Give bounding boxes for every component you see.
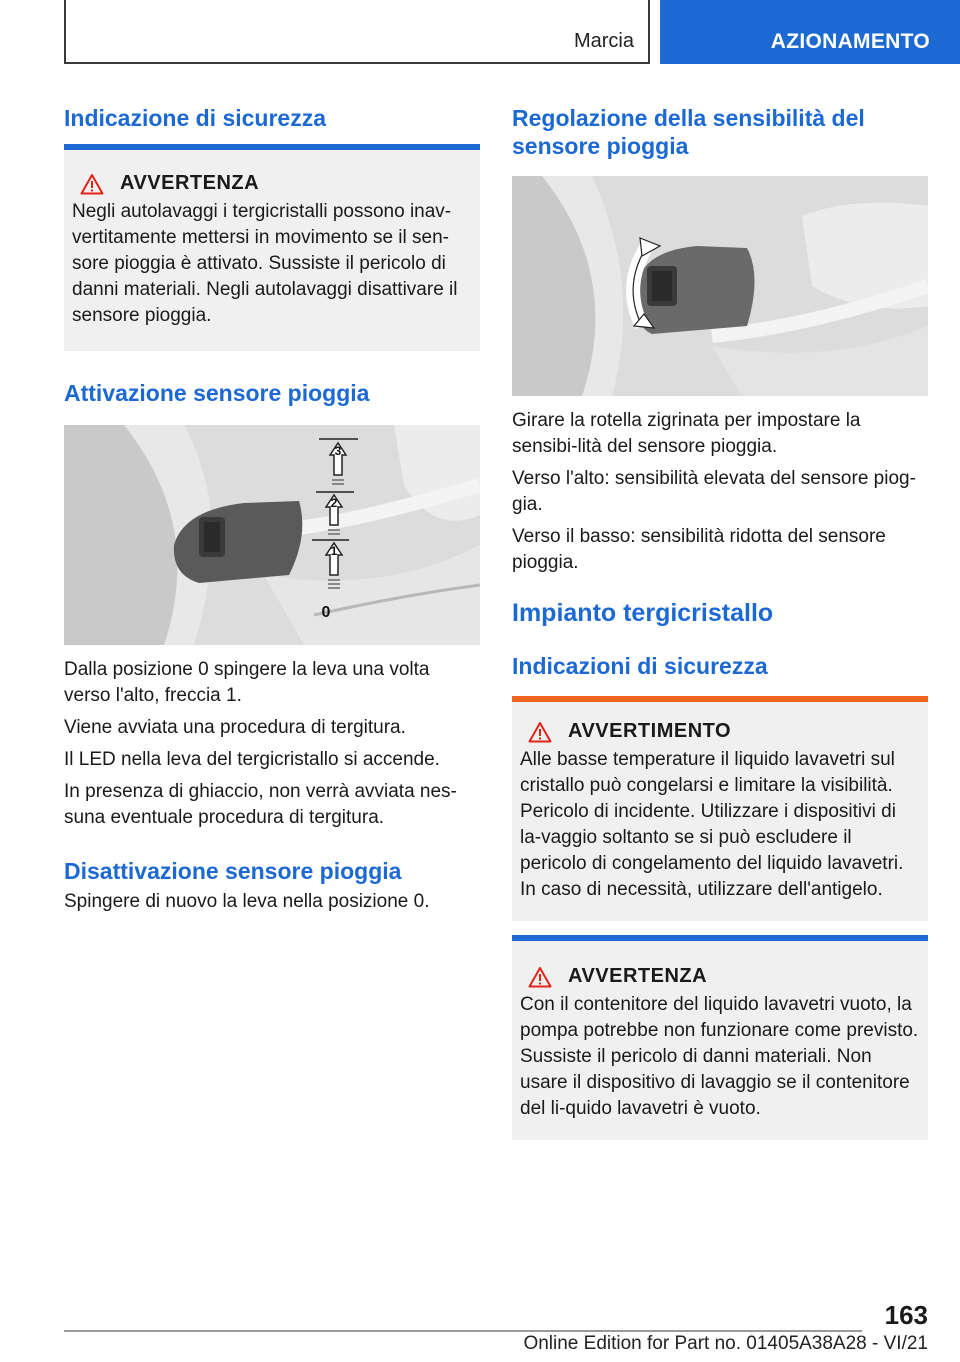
section-tab	[64, 0, 650, 64]
warning-triangle-icon	[528, 966, 552, 988]
right-column	[512, 100, 928, 1140]
safety-heading: Indicazione di sicurezza	[64, 105, 327, 131]
warning-box-2	[512, 702, 928, 921]
wiper-heading: Impianto tergicristallo	[512, 599, 774, 627]
left-column	[64, 100, 480, 921]
paragraph: Verso l'alto: sensibilità elevata del sensore piog-gia.	[512, 468, 916, 515]
warning-box-1	[64, 150, 480, 351]
deactivation-body	[64, 889, 480, 915]
paragraph: In presenza di ghiaccio, non verrà avviata nes-suna eventuale procedura di tergitura.	[64, 781, 457, 828]
warning-title: AVVERTENZA	[520, 965, 920, 988]
rain-sensor-lever-figure	[64, 425, 480, 645]
warning-text: Negli autolavaggi i tergicristalli possono inav-vertitamente mettersi in movimento se il sen-sore pioggia è attivato. Sussiste il pericolo di danni materiali. Negli autolavaggi disattivare il sensore pioggia.	[72, 201, 458, 326]
lever-position-2: 2	[330, 496, 338, 510]
footer-rule	[64, 1330, 862, 1332]
lever-illustration-icon	[64, 425, 480, 645]
warning-triangle-icon	[80, 173, 104, 195]
safety-notes-heading: Indicazioni di sicurezza	[512, 653, 768, 679]
sensitivity-body	[512, 408, 928, 576]
paragraph: Spingere di nuovo la leva nella posizione 0.	[64, 891, 430, 912]
edition-text: Online Edition for Part no. 01405A38A28 - VI/21	[523, 1333, 928, 1354]
warning-title: AVVERTIMENTO	[520, 720, 920, 743]
warning-triangle-icon	[528, 721, 552, 743]
lever-position-1: 1	[330, 544, 338, 558]
knurled-wheel-figure	[512, 176, 928, 396]
activation-heading: Attivazione sensore pioggia	[64, 380, 370, 406]
chapter-tab	[660, 0, 960, 64]
lever-position-3: 3	[334, 444, 342, 458]
paragraph: Dalla posizione 0 spingere la leva una volta verso l'alto, freccia 1.	[64, 659, 430, 706]
deactivation-heading: Disattivazione sensore pioggia	[64, 858, 402, 884]
section-label: Marcia	[573, 30, 634, 52]
paragraph: Viene avviata una procedura di tergitura.	[64, 717, 406, 738]
sensitivity-heading: Regolazione della sensibilità del sensore pioggia	[512, 105, 865, 159]
chapter-label: AZIONAMENTO	[770, 30, 930, 53]
warning-text: Alle basse temperature il liquido lavavetri sul cristallo può congelarsi e limitare la visibilità. Pericolo di incidente. Utilizzare i dispositivi di la-vaggio soltanto se si può escludere il pericolo di congelamento del liquido lavavetri. In caso di necessità, utilizzare dell'antigelo.	[520, 749, 904, 900]
page-header	[0, 0, 960, 66]
warning-title: AVVERTENZA	[72, 172, 472, 195]
lever-position-0: 0	[321, 604, 331, 621]
paragraph: Girare la rotella zigrinata per impostare la sensibi-lità del sensore pioggia.	[512, 410, 861, 457]
activation-body	[64, 657, 480, 831]
wheel-illustration-icon	[512, 176, 928, 396]
warning-text: Con il contenitore del liquido lavavetri vuoto, la pompa potrebbe non funzionare come previsto. Sussiste il pericolo di danni materiali. Non usare il dispositivo di lavaggio se il contenitore del li-quido lavavetri è vuoto.	[520, 994, 919, 1119]
warning-box-3	[512, 941, 928, 1140]
paragraph: Verso il basso: sensibilità ridotta del sensore pioggia.	[512, 526, 886, 573]
paragraph: Il LED nella leva del tergicristallo si accende.	[64, 749, 440, 770]
page-number: 163	[884, 1300, 928, 1330]
